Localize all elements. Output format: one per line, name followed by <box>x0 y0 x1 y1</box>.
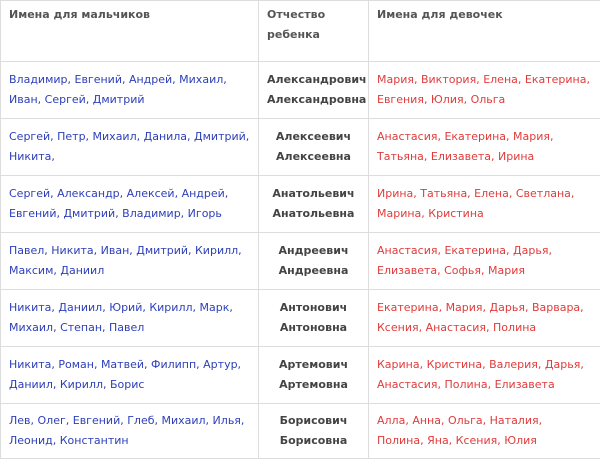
girls-names-cell: Анастасия, Екатерина, Дарья, Елизавета, Софья, Мария <box>369 233 600 290</box>
header-boys: Имена для мальчиков <box>1 1 259 62</box>
header-patronymic <box>259 1 369 62</box>
patronymic-male: Борисович <box>267 411 360 431</box>
patronymic-male: Андреевич <box>267 241 360 261</box>
table-header-row <box>1 1 600 62</box>
girls-names-cell: Алла, Анна, Ольга, Наталия, Полина, Яна, Ксения, Юлия <box>369 404 600 459</box>
patronymic-cell <box>259 119 369 176</box>
table-row <box>1 233 600 290</box>
boys-names-cell: Лев, Олег, Евгений, Глеб, Михаил, Илья, Леонид, Константин <box>1 404 259 459</box>
patronymic-cell <box>259 62 369 119</box>
boys-names-cell: Сергей, Петр, Михаил, Данила, Дмитрий, Никита, <box>1 119 259 176</box>
boys-names-cell: Никита, Даниил, Юрий, Кирилл, Марк, Михаил, Степан, Павел <box>1 290 259 347</box>
patronymic-female: Андреевна <box>267 261 360 281</box>
patronymic-female: Анатольевна <box>267 204 360 224</box>
patronymic-male: Алексеевич <box>267 127 360 147</box>
patronymic-female: Алексеевна <box>267 147 360 167</box>
patronymic-cell <box>259 176 369 233</box>
table-row <box>1 347 600 404</box>
boys-names-cell: Сергей, Александр, Алексей, Андрей, Евгений, Дмитрий, Владимир, Игорь <box>1 176 259 233</box>
girls-names-cell: Карина, Кристина, Валерия, Дарья, Анастасия, Полина, Елизавета <box>369 347 600 404</box>
patronymic-cell <box>259 290 369 347</box>
patronymic-female: Александровна <box>267 90 360 110</box>
header-patronymic-line1: Отчество <box>267 5 360 25</box>
patronymic-cell <box>259 233 369 290</box>
header-patronymic-line2: ребенка <box>267 25 360 45</box>
girls-names-cell: Мария, Виктория, Елена, Екатерина, Евгения, Юлия, Ольга <box>369 62 600 119</box>
table-row <box>1 404 600 459</box>
patronymic-cell <box>259 404 369 459</box>
patronymic-male: Антонович <box>267 298 360 318</box>
table-row <box>1 176 600 233</box>
girls-names-cell: Екатерина, Мария, Дарья, Варвара, Ксения, Анастасия, Полина <box>369 290 600 347</box>
patronymic-male: Анатольевич <box>267 184 360 204</box>
patronymic-male: Артемович <box>267 355 360 375</box>
patronymic-female: Артемовна <box>267 375 360 395</box>
table-row <box>1 62 600 119</box>
patronymic-female: Антоновна <box>267 318 360 338</box>
table-row <box>1 119 600 176</box>
header-girls: Имена для девочек <box>369 1 600 62</box>
boys-names-cell: Владимир, Евгений, Андрей, Михаил, Иван, Сергей, Дмитрий <box>1 62 259 119</box>
boys-names-cell: Павел, Никита, Иван, Дмитрий, Кирилл, Максим, Даниил <box>1 233 259 290</box>
girls-names-cell: Ирина, Татьяна, Елена, Светлана, Марина, Кристина <box>369 176 600 233</box>
patronymic-cell <box>259 347 369 404</box>
patronymic-male: Александрович <box>267 70 360 90</box>
girls-names-cell: Анастасия, Екатерина, Мария, Татьяна, Елизавета, Ирина <box>369 119 600 176</box>
table-row <box>1 290 600 347</box>
patronymic-female: Борисовна <box>267 431 360 451</box>
boys-names-cell: Никита, Роман, Матвей, Филипп, Артур, Даниил, Кирилл, Борис <box>1 347 259 404</box>
